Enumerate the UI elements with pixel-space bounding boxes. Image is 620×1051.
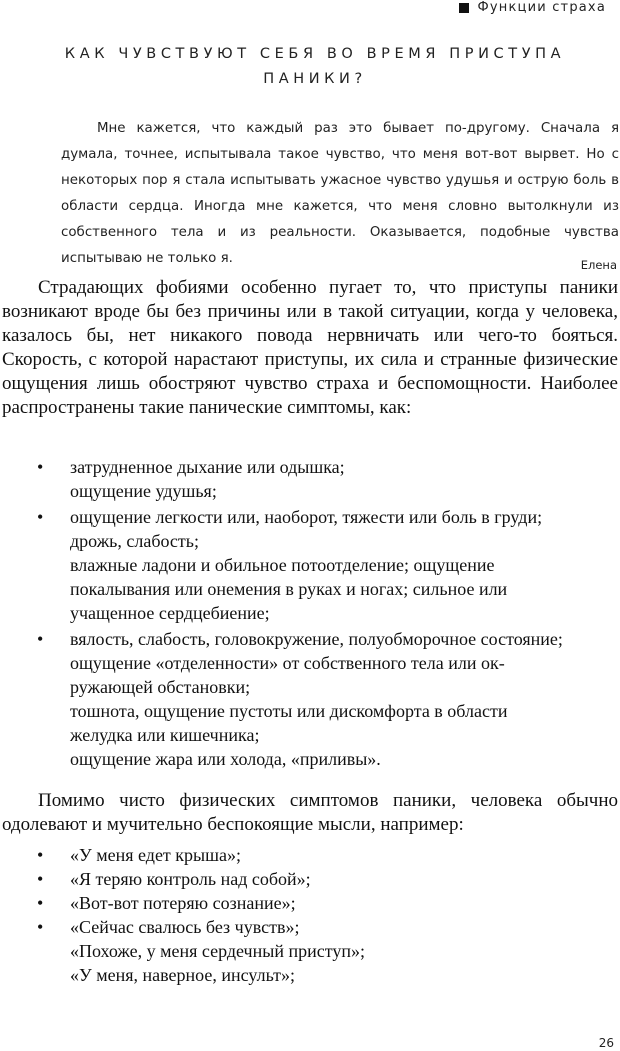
quote-author: Елена bbox=[580, 258, 617, 272]
bullet-icon: • bbox=[37, 893, 44, 913]
list-item-line: желудка или кишечника; bbox=[70, 725, 260, 745]
paragraph-thoughts-intro: Помимо чисто физических симптомов паники, человека обычно одолевают и мучительно беспокоящие мысли, например: bbox=[2, 790, 618, 835]
list-item-line: ощущение легкости или, наоборот, тяжести или боль в груди; bbox=[70, 507, 543, 527]
list-item-line: ощущение удушья; bbox=[70, 481, 217, 501]
list-item-line: «Я теряю контроль над собой»; bbox=[70, 869, 311, 889]
list-item bbox=[0, 455, 620, 503]
page-number: 26 bbox=[598, 1036, 614, 1050]
thoughts-list bbox=[0, 843, 620, 987]
bullet-icon: • bbox=[37, 845, 44, 865]
bullet-icon: • bbox=[37, 629, 44, 649]
list-item-line: учащенное сердцебиение; bbox=[70, 603, 270, 623]
symptoms-list bbox=[0, 455, 620, 771]
bullet-icon: • bbox=[37, 507, 44, 527]
list-item-line: «У меня едет крыша»; bbox=[70, 845, 241, 865]
list-item-line: затрудненное дыхание или одышка; bbox=[70, 457, 345, 477]
list-item-line: вялость, слабость, головокружение, полуобморочное состояние; bbox=[70, 629, 563, 649]
section-title-line-2: ПАНИКИ? bbox=[263, 71, 367, 87]
bullet-icon: • bbox=[37, 917, 44, 937]
list-item-line: влажные ладони и обильное потоотделение; ощущение bbox=[70, 555, 495, 575]
paragraph-intro: Страдающих фобиями особенно пугает то, что приступы паники возникают вроде бы без причины или в такой ситуации, когда у человека, казалось бы, нет никакого повода нервничать или чего-то бояться. Скорость, с которой нарастают приступы, их сила и странные физические ощущения лишь обостряют чувство страха и беспомощности. Наиболее распространены такие панические симптомы, как: bbox=[2, 277, 618, 418]
list-item-line: «Вот-вот потеряю сознание»; bbox=[70, 893, 296, 913]
list-item bbox=[0, 867, 620, 891]
list-item bbox=[0, 891, 620, 915]
list-item-line: ощущение жара или холода, «приливы». bbox=[70, 749, 381, 769]
bullet-icon: • bbox=[37, 869, 44, 889]
list-item-line: дрожь, слабость; bbox=[70, 531, 199, 551]
list-item bbox=[0, 843, 620, 867]
square-bullet-icon bbox=[459, 3, 469, 13]
list-item-line: «У меня, наверное, инсульт»; bbox=[70, 965, 295, 985]
list-item-line: покалывания или онемения в руках и ногах; сильное или bbox=[70, 579, 508, 599]
running-title: Функции страха bbox=[477, 0, 606, 15]
running-header bbox=[459, 0, 606, 15]
list-item-line: ружающей обстановки; bbox=[70, 677, 251, 697]
list-item-line: ощущение «отделенности» от собственного тела или ок- bbox=[70, 653, 505, 673]
section-title-line-1: КАК ЧУВСТВУЮТ СЕБЯ ВО ВРЕМЯ ПРИСТУПА bbox=[64, 46, 566, 62]
list-item bbox=[0, 505, 620, 625]
list-item bbox=[0, 627, 620, 771]
list-item-line: «Похоже, у меня сердечный приступ»; bbox=[70, 941, 365, 961]
bullet-icon: • bbox=[37, 457, 44, 477]
quote-text: Мне кажется, что каждый раз это бывает по-другому. Сначала я думала, точнее, испытывала такое чувство, что меня вот-вот вырвет. Но с некоторых пор я стала испытывать ужасное чувство удушья и острую боль в области сердца. Иногда мне кажется, что меня словно вытолкнули из собственного тела и из реальности. Оказывается, подобные чувства испытываю не только я. bbox=[61, 121, 619, 266]
list-item-line: тошнота, ощущение пустоты или дискомфорта в области bbox=[70, 701, 508, 721]
list-item-line: «Сейчас свалюсь без чувств»; bbox=[70, 917, 300, 937]
list-item bbox=[0, 915, 620, 987]
section-title bbox=[40, 42, 590, 92]
